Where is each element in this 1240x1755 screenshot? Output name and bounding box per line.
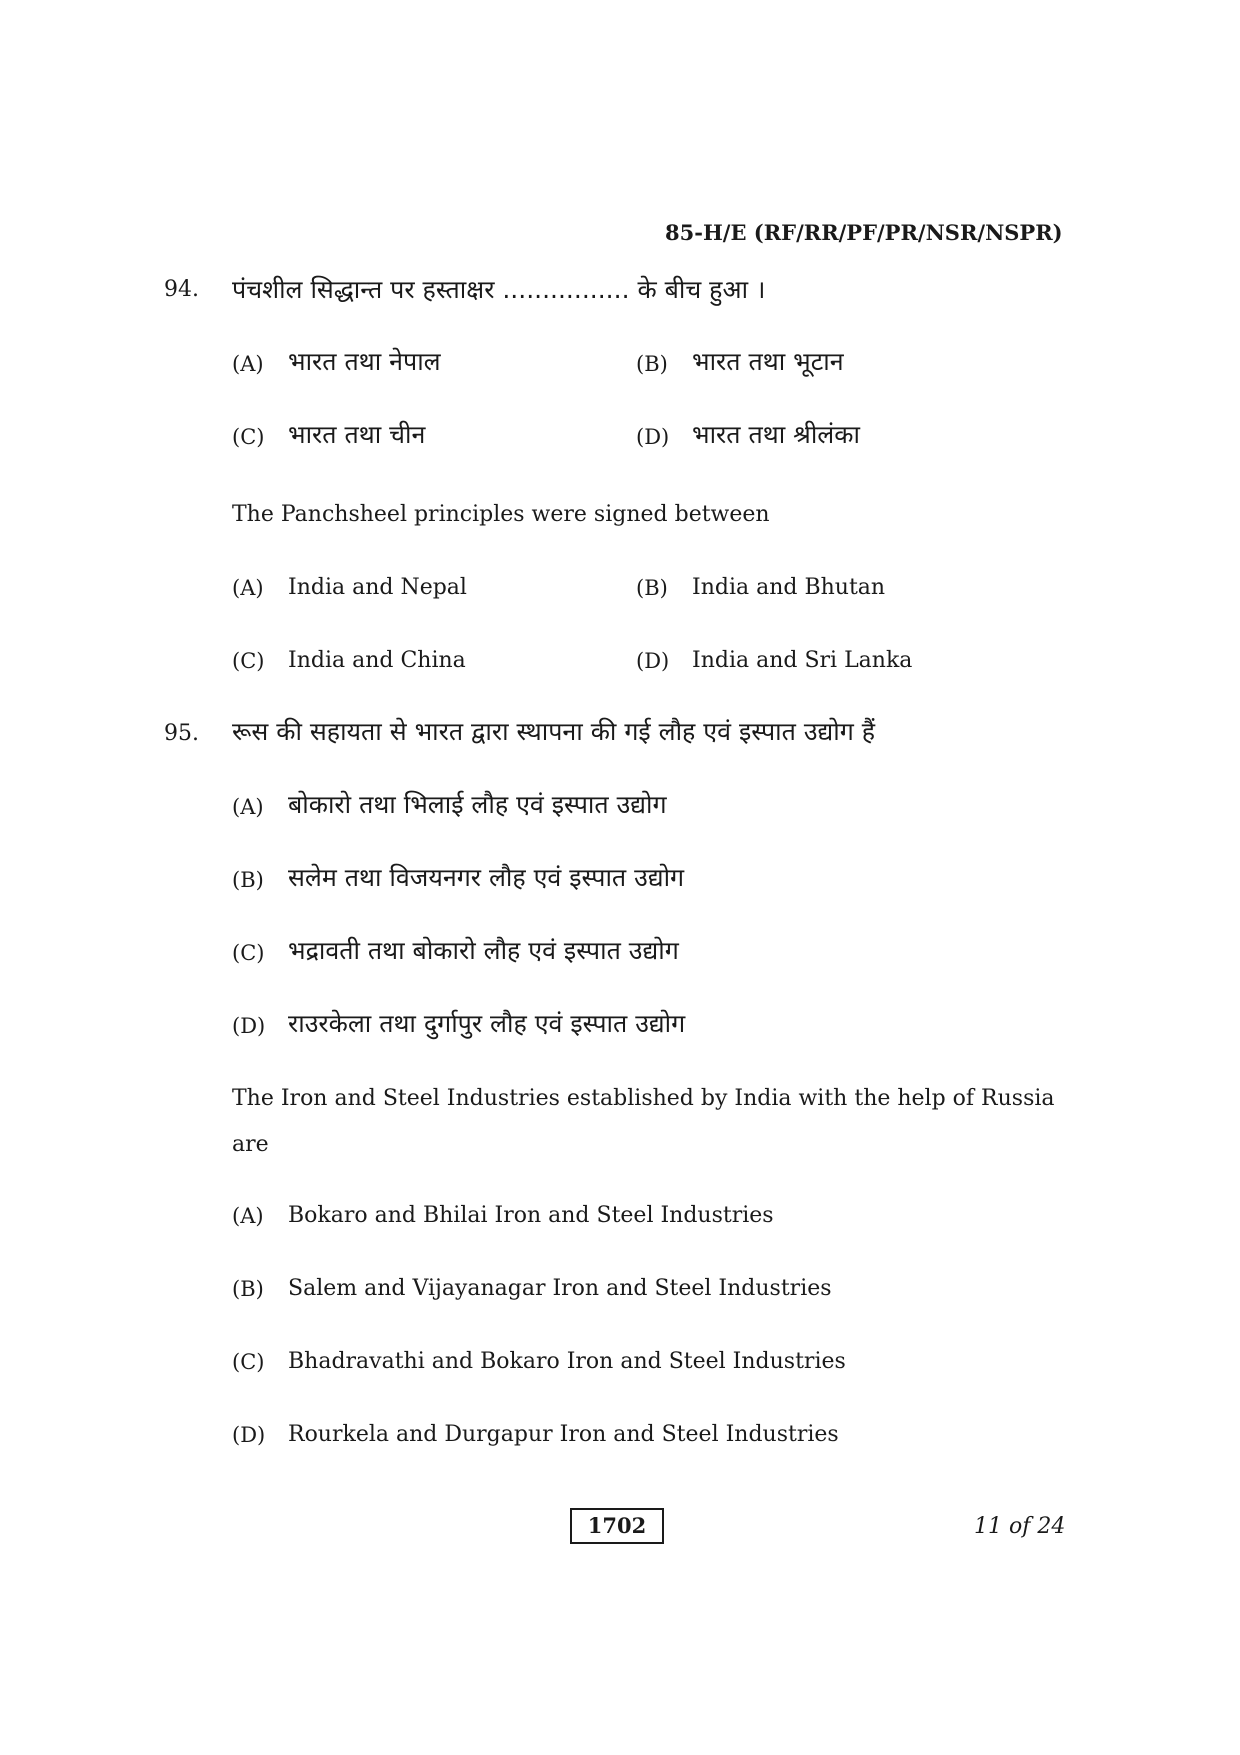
q95-hindi-option-b: सलेम तथा विजयनगर लौह एवं इस्पात उद्योग	[288, 863, 685, 892]
page-indicator: 11 of 24	[974, 1514, 1066, 1539]
q94-english-option-b: India and Bhutan	[692, 575, 886, 600]
q95-hindi-option-c: भद्रावती तथा बोकारो लौह एवं इस्पात उद्योग	[288, 936, 679, 965]
q95-hindi-option-b-letter: (B)	[232, 868, 264, 892]
q94-hindi-option-a-letter: (A)	[232, 352, 264, 376]
booklet-code-box: 1702	[570, 1508, 664, 1544]
q94-english-option-b-letter: (B)	[636, 576, 668, 600]
q94-english-stem: The Panchsheel principles were signed between	[232, 502, 770, 527]
q95-hindi-option-d-letter: (D)	[232, 1014, 266, 1038]
q95-english-option-a-letter: (A)	[232, 1204, 264, 1228]
q94-hindi-option-d-letter: (D)	[636, 425, 670, 449]
q95-english-option-b: Salem and Vijayanagar Iron and Steel Industries	[288, 1276, 832, 1301]
q95-english-option-d-letter: (D)	[232, 1423, 266, 1447]
q94-english-option-a-letter: (A)	[232, 576, 264, 600]
q95-hindi-stem: रूस की सहायता से भारत द्वारा स्थापना की गई लौह एवं इस्पात उद्योग हैं	[232, 717, 876, 746]
q95-hindi-option-c-letter: (C)	[232, 941, 265, 965]
q95-english-option-c: Bhadravathi and Bokaro Iron and Steel Industries	[288, 1349, 846, 1374]
q94-hindi-option-a: भारत तथा नेपाल	[288, 347, 441, 376]
q95-english-stem-line1: The Iron and Steel Industries established by India with the help of Russia	[232, 1086, 1055, 1111]
q94-hindi-option-d: भारत तथा श्रीलंका	[692, 420, 860, 449]
q94-english-option-a: India and Nepal	[288, 575, 467, 600]
q95-english-option-b-letter: (B)	[232, 1277, 264, 1301]
q94-hindi-option-b: भारत तथा भूटान	[692, 347, 844, 376]
q94-hindi-option-b-letter: (B)	[636, 352, 668, 376]
q94-english-option-c: India and China	[288, 648, 466, 673]
q95-english-option-a: Bokaro and Bhilai Iron and Steel Industries	[288, 1203, 774, 1228]
q94-english-option-d: India and Sri Lanka	[692, 648, 913, 673]
q94-hindi-option-c-letter: (C)	[232, 425, 265, 449]
q95-hindi-option-a: बोकारो तथा भिलाई लौह एवं इस्पात उद्योग	[288, 790, 667, 819]
q95-english-option-c-letter: (C)	[232, 1350, 265, 1374]
q94-hindi-option-c: भारत तथा चीन	[288, 420, 426, 449]
question-number-94: 94.	[164, 277, 199, 302]
q95-english-stem-line2: are	[232, 1132, 269, 1157]
q95-english-option-d: Rourkela and Durgapur Iron and Steel Industries	[288, 1422, 839, 1447]
q94-english-option-d-letter: (D)	[636, 649, 670, 673]
q94-english-option-c-letter: (C)	[232, 649, 265, 673]
question-number-95: 95.	[164, 721, 199, 746]
q94-hindi-stem: पंचशील सिद्धान्त पर हस्ताक्षर ................ के बीच हुआ ।	[232, 275, 766, 304]
q95-hindi-option-d: राउरकेला तथा दुर्गापुर लौह एवं इस्पात उद्योग	[288, 1009, 686, 1038]
paper-code: 85-H/E (RF/RR/PF/PR/NSR/NSPR)	[665, 220, 1063, 245]
q95-hindi-option-a-letter: (A)	[232, 795, 264, 819]
